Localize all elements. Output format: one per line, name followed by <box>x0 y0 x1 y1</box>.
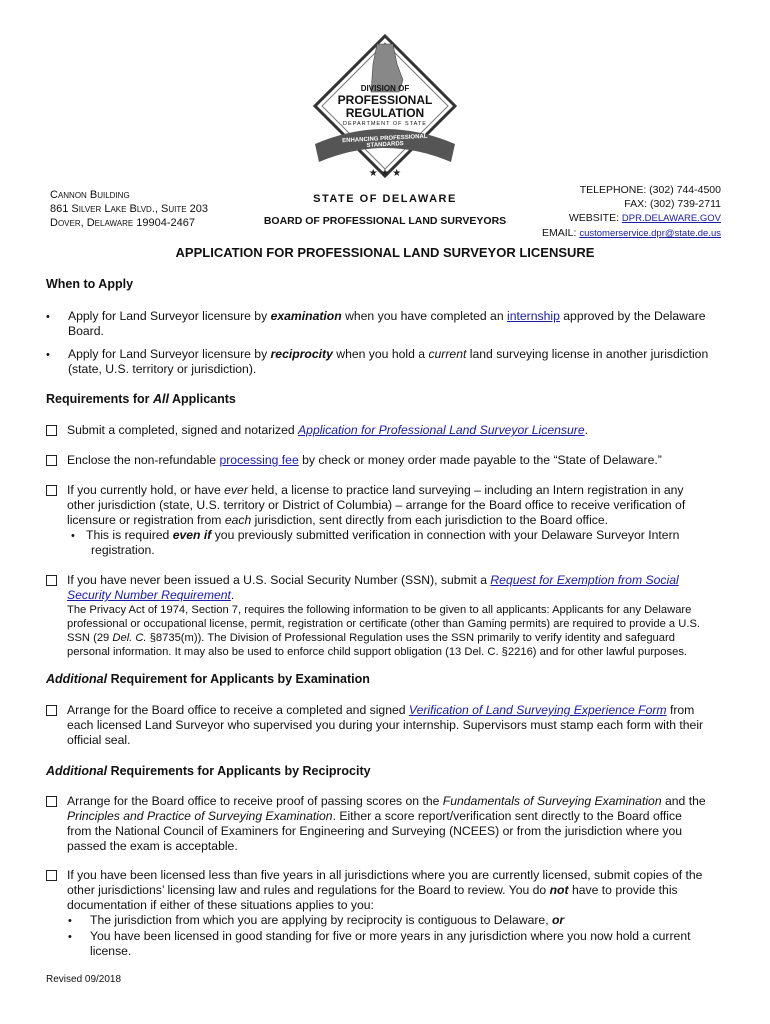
email-label: EMAIL: <box>541 227 580 239</box>
text: when you have completed an <box>341 309 508 323</box>
seal-line4: DEPARTMENT OF STATE <box>343 121 427 127</box>
text: have to provide this <box>568 883 678 897</box>
text: each licensed Land Surveyor who supervised you during your internship. Supervisors must stamp each form with their <box>67 718 704 732</box>
text: other jurisdictions’ licensing law and rules and regulations for the Board to review. You do <box>67 883 550 897</box>
page-title: APPLICATION FOR PROFESSIONAL LAND SURVEYOR LICENSURE <box>175 245 595 260</box>
text: Requirements for <box>46 392 153 406</box>
item-ssn-exemption <box>67 573 747 603</box>
ssn-exemption-link-part1[interactable]: Request for Exemption from Social <box>490 573 679 587</box>
requirement-examination-heading <box>46 672 370 686</box>
item-experience-form <box>67 703 747 748</box>
requirements-all-heading <box>46 392 236 406</box>
ssn-exemption-link-part2[interactable]: Security Number Requirement <box>67 588 231 602</box>
text: Requirement for Applicants by Examination <box>107 672 370 686</box>
checkbox-fee[interactable] <box>46 455 57 466</box>
item-application <box>67 423 747 438</box>
seal-line1: DIVISION OF <box>360 84 410 93</box>
checkbox-exam-scores[interactable] <box>46 796 57 807</box>
text: Board. <box>68 324 104 338</box>
text: Arrange for the Board office to receive proof of passing scores on the <box>67 794 443 808</box>
text: Arrange for the Board office to receive a completed and signed <box>67 703 409 717</box>
text: This is required <box>86 528 173 542</box>
contact-block <box>542 183 721 241</box>
text-emph: or <box>551 913 565 927</box>
text: (state, U.S. territory or jurisdiction). <box>68 362 257 376</box>
item-verification <box>67 483 747 528</box>
text: The Privacy Act of 1974, Section 7, requires the following information to be given to all applicants: Applicants for any Delaware <box>67 604 692 616</box>
text: and the <box>661 794 706 808</box>
text-emph: even if <box>172 528 212 542</box>
text: If you have been licensed less than five years in all jurisdictions where you are currently licensed, submit copies of the <box>67 868 703 882</box>
text: you previously submitted verification in connection with your Delaware Surveyor Intern <box>211 528 680 542</box>
bullet-dot: • <box>46 311 50 323</box>
text-emph: Del. C. <box>112 632 147 644</box>
telephone: TELEPHONE: (302) 744-4500 <box>579 184 721 196</box>
board-heading: BOARD OF PROFESSIONAL LAND SURVEYORS <box>263 215 507 227</box>
text: . <box>230 588 235 602</box>
sub-bullet-dot: • <box>68 931 72 943</box>
text-emph: reciprocity <box>270 347 333 361</box>
text: You have been licensed in good standing for five or more years in any jurisdiction where you now hold a current <box>90 929 691 943</box>
svg-text:★ ★ ★: ★ ★ ★ <box>368 168 402 179</box>
seal-line2: PROFESSIONAL <box>337 93 433 107</box>
checkbox-licensing-law[interactable] <box>46 870 57 881</box>
text-emph: current <box>428 347 467 361</box>
exception-five-years <box>90 929 750 959</box>
text: Applicants <box>168 392 236 406</box>
checkbox-application[interactable] <box>46 425 57 436</box>
sub-bullet-dot: • <box>71 530 75 542</box>
website-row <box>542 211 721 226</box>
text-emph: Additional <box>46 672 108 686</box>
text: from the National Council of Examiners for Engineering and Surveying (NCEES) or from the jurisdiction where you <box>67 824 683 838</box>
email-link[interactable]: customerservice.dpr@state.de.us <box>579 228 721 239</box>
text: Apply for Land Surveyor licensure by <box>68 309 271 323</box>
text-emph: All <box>152 392 169 406</box>
item-licensing-law <box>67 868 757 913</box>
address-line3: Dover, Delaware 19904-2467 <box>50 217 195 229</box>
text-emph: each <box>224 513 252 527</box>
internship-link[interactable]: internship <box>507 309 560 323</box>
item-fee <box>67 453 747 468</box>
text: professional or occupational license, permit, registration or certificate (other than Gaming permits) are required to provide a U.S. <box>67 618 701 630</box>
text: other jurisdiction (state, U.S. territory or District of Columbia) – arrange for the Board office to receive verification of <box>67 498 686 512</box>
requirements-reciprocity-heading <box>46 764 371 778</box>
privacy-act-notice <box>67 603 757 659</box>
text: from <box>666 703 695 717</box>
exception-contiguous <box>90 913 750 928</box>
text: held, a license to practice land surveying – including an Intern registration in any <box>247 483 684 497</box>
text: Apply for Land Surveyor licensure by <box>68 347 271 361</box>
text: license. <box>90 944 132 958</box>
state-heading: STATE OF DELAWARE <box>313 193 457 205</box>
checkbox-verification[interactable] <box>46 485 57 496</box>
revision-date: Revised 09/2018 <box>46 974 122 985</box>
application-form-link[interactable]: Application for Professional Land Surveyor Licensure <box>298 423 585 437</box>
text: when you hold a <box>332 347 429 361</box>
text: official seal. <box>67 733 131 747</box>
email-row <box>542 226 721 241</box>
text: §8735(m)). The Division of Professional Regulation uses the SSN primarily to verify identity and safeguard <box>146 632 675 644</box>
address-line1: Cannon Building <box>50 189 130 201</box>
text-emph: ever <box>224 483 248 497</box>
seal-line3: REGULATION <box>345 106 425 120</box>
processing-fee-link[interactable]: processing fee <box>219 453 299 467</box>
checkbox-ssn-exemption[interactable] <box>46 575 57 586</box>
division-seal <box>305 34 465 184</box>
when-to-apply-heading: When to Apply <box>46 277 134 291</box>
address-line2: 861 Silver Lake Blvd., Suite 203 <box>50 203 208 215</box>
text: approved by the Delaware <box>559 309 706 323</box>
text-emph: examination <box>270 309 342 323</box>
text: jurisdiction, sent directly from each jurisdiction to the Board office. <box>251 513 609 527</box>
text: documentation if either of these situations applies to you: <box>67 898 374 912</box>
experience-form-link[interactable]: Verification of Land Surveying Experience Form <box>408 703 667 717</box>
text-emph: Fundamentals of Surveying Examination <box>442 794 662 808</box>
when-bullet-reciprocity <box>68 347 738 377</box>
text: land surveying license in another jurisdiction <box>466 347 709 361</box>
sub-bullet-dot: • <box>68 915 72 927</box>
fax: FAX: (302) 739-2711 <box>624 198 721 210</box>
text: If you have never been issued a U.S. Social Security Number (SSN), submit a <box>67 573 491 587</box>
text: If you currently hold, or have <box>67 483 225 497</box>
text-emph: Principles and Practice of Surveying Examination <box>67 809 333 823</box>
when-bullet-examination <box>68 309 728 339</box>
text: licensure or registration from <box>67 513 225 527</box>
website-link[interactable]: DPR.DELAWARE.GOV <box>621 213 721 224</box>
text: Submit a completed, signed and notarized <box>67 423 299 437</box>
text: personal information. It may also be used to enforce child support obligation (13 Del. C. §2216) and for other lawful purposes. <box>67 646 688 658</box>
text: Requirements for Applicants by Reciprocity <box>107 764 371 778</box>
text-emph: not <box>549 883 569 897</box>
text-emph: Additional <box>46 764 108 778</box>
text: registration. <box>91 543 155 557</box>
bullet-dot: • <box>46 349 50 361</box>
text: The jurisdiction from which you are applying by reciprocity is contiguous to Delaware, <box>90 913 552 927</box>
text: . Either a score report/verification sent directly to the Board office <box>332 809 682 823</box>
text: . <box>584 423 588 437</box>
item-verification-note <box>86 528 746 558</box>
seal-banner: ENHANCING PROFESSIONAL STANDARDS <box>342 133 428 149</box>
item-exam-scores <box>67 794 757 854</box>
checkbox-experience-form[interactable] <box>46 705 57 716</box>
website-label: WEBSITE: <box>568 212 622 224</box>
text: by check or money order made payable to the “State of Delaware.” <box>298 453 662 467</box>
text: passed the exam is acceptable. <box>67 839 238 853</box>
text: SSN (29 <box>67 632 113 644</box>
text: Enclose the non-refundable <box>67 453 220 467</box>
